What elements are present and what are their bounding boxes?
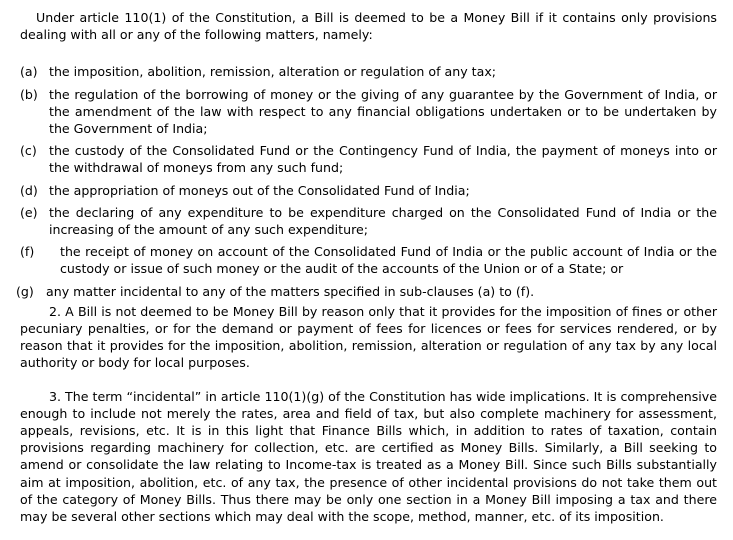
clause-text: the custody of the Consolidated Fund or the Contingency Fund of India, the payment of moneys into or the withdrawal of moneys from any such fund; — [49, 143, 717, 176]
clause-f — [20, 243, 717, 277]
paragraph-2: 2. A Bill is not deemed to be Money Bill by reason only that it provides for the imposition of fines or other pecuniary penalties, or for the demand or payment of fees for licences or fees for services rendered, or by reason that it provides for the imposition, abolition, remission, alteration or regulation of any tax by any local authority or body for local purposes. — [20, 303, 717, 371]
paragraph-3: 3. The term “incidental” in article 110(1)(g) of the Constitution has wide implications. It is comprehensive enough to include not merely the rates, area and field of tax, but also complete machinery for assessment, appeals, revisions, etc. It is in this light that Finance Bills which, in addition to rates of taxation, contain provisions regarding machinery for collection, etc. are certified as Money Bills. Similarly, a Bill seeking to amend or consolidate the law relating to Income-tax is treated as a Money Bill. Since such Bills substantially aim at imposition, abolition, etc. of any tax, the presence of other incidental provisions do not take them out of the category of Money Bills. Thus there may be only one section in a Money Bill imposing a tax and there may be several other sections which may deal with the scope, method, manner, etc. of its imposition. — [20, 388, 717, 525]
clause-marker: (b) — [20, 86, 38, 102]
clause-g — [16, 283, 717, 300]
clause-text: the regulation of the borrowing of money or the giving of any guarantee by the Government of India, or the amendment of the law with respect to any financial obligations undertaken or to be undertaken by the Government of India; — [49, 86, 717, 137]
clause-a — [20, 63, 717, 80]
clause-text: the appropriation of moneys out of the Consolidated Fund of India; — [49, 182, 470, 198]
clause-text: the receipt of money on account of the Consolidated Fund of India or the public account of India or the custody or issue of such money or the audit of the accounts of the Union or of a State; or — [60, 244, 717, 277]
clause-marker: (e) — [20, 204, 38, 220]
clause-text: the imposition, abolition, remission, alteration or regulation of any tax; — [49, 64, 497, 80]
clause-marker: (g) — [16, 283, 34, 299]
clause-marker: (a) — [20, 64, 38, 80]
clause-text: the declaring of any expenditure to be expenditure charged on the Consolidated Fund of India or the increasing of the amount of any such expenditure; — [49, 204, 717, 238]
clause-marker: (d) — [20, 182, 38, 198]
clause-b — [20, 86, 717, 138]
clause-d — [20, 182, 717, 199]
clause-text: any matter incidental to any of the matters specified in sub-clauses (a) to (f). — [46, 283, 535, 299]
intro-paragraph: Under article 110(1) of the Constitution, a Bill is deemed to be a Money Bill if it contains only provisions dealing with all or any of the following matters, namely: — [20, 10, 717, 43]
clause-e — [20, 204, 717, 238]
clause-list — [16, 63, 717, 299]
document-body — [16, 9, 717, 525]
clause-marker: (f) — [20, 244, 35, 260]
clause-marker: (c) — [20, 143, 37, 159]
clause-c — [20, 142, 717, 176]
